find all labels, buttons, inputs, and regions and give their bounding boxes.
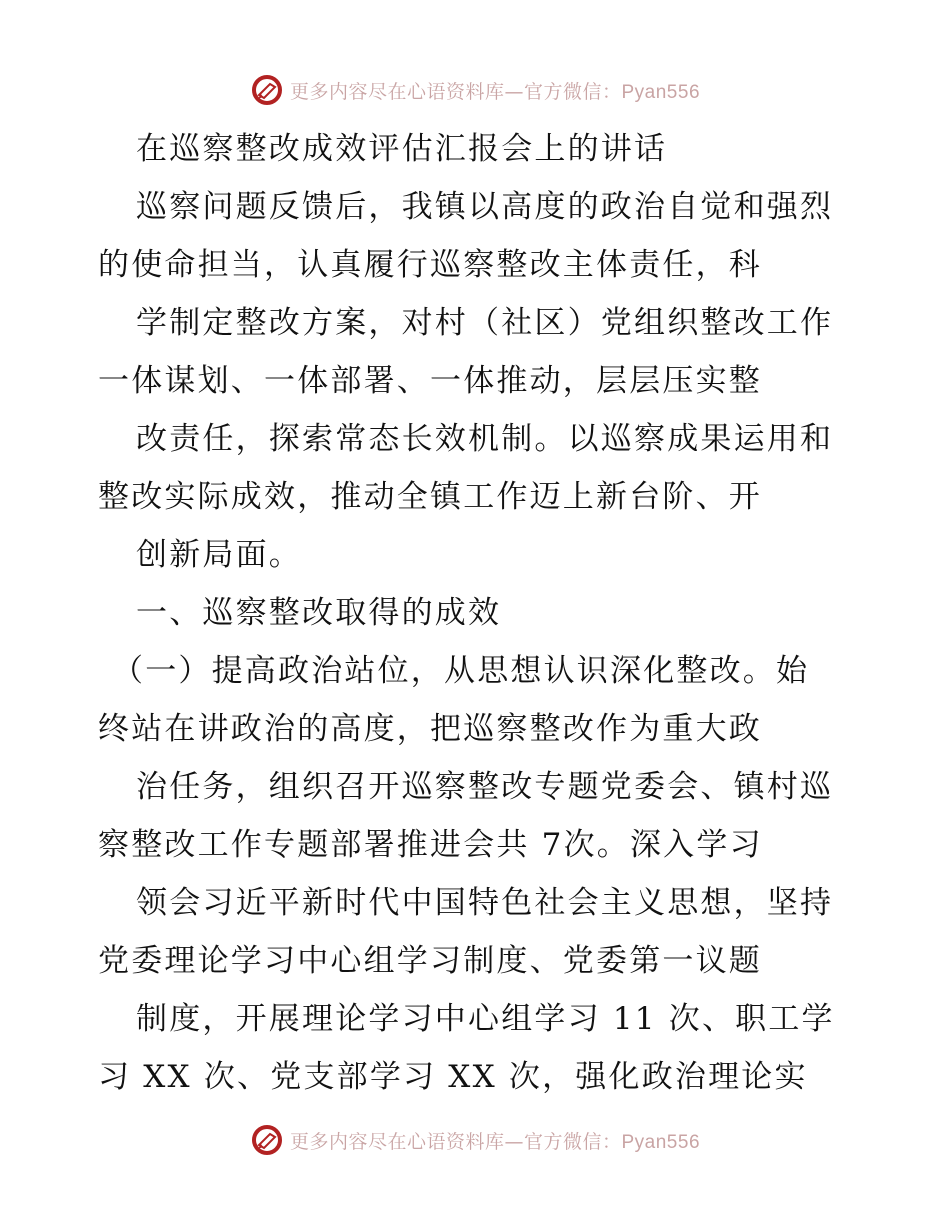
- text-line: 的使命担当，认真履行巡察整改主体责任，科: [98, 247, 762, 283]
- watermark-text: 更多内容尽在心语资料库—官方微信：Pyan556: [289, 80, 701, 103]
- subsection-heading: （一）提高政治站位，从思想认识深化整改。始: [112, 653, 810, 689]
- text-line: 整改实际成效，推动全镇工作迈上新台阶、开: [98, 479, 762, 515]
- text-line: 巡察问题反馈后，我镇以高度的政治自觉和强烈: [136, 189, 834, 225]
- section-heading: 一、巡察整改取得的成效: [136, 595, 502, 631]
- text-line: 学制定整改方案，对村（社区）党组织整改工作: [136, 305, 834, 341]
- text-line: 治任务，组织召开巡察整改专题党委会、镇村巡: [136, 769, 834, 805]
- text-line: 制度，开展理论学习中心组学习 11 次、职工学: [136, 1001, 835, 1037]
- text-line: 察整改工作专题部署推进会共 7次。深入学习: [98, 827, 763, 863]
- text-line: 终站在讲政治的高度，把巡察整改作为重大政: [98, 711, 762, 747]
- watermark-text: 更多内容尽在心语资料库—官方微信：Pyan556: [289, 1130, 701, 1153]
- watermark-header: [0, 68, 950, 112]
- text-line: 一体谋划、一体部署、一体推动，层层压实整: [98, 363, 762, 399]
- text-line: 党委理论学习中心组学习制度、党委第一议题: [98, 943, 762, 979]
- watermark-footer: [0, 1118, 950, 1162]
- text-line: 改责任，探索常态长效机制。以巡察成果运用和: [136, 421, 834, 457]
- text-line: 习 XX 次、党支部学习 XX 次，强化政治理论实: [98, 1059, 808, 1095]
- text-line: 领会习近平新时代中国特色社会主义思想，坚持: [136, 885, 834, 921]
- document-title: 在巡察整改成效评估汇报会上的讲话: [136, 131, 668, 167]
- logo-icon: [250, 73, 284, 107]
- text-line: 创新局面。: [136, 537, 302, 573]
- logo-icon: [250, 1123, 284, 1157]
